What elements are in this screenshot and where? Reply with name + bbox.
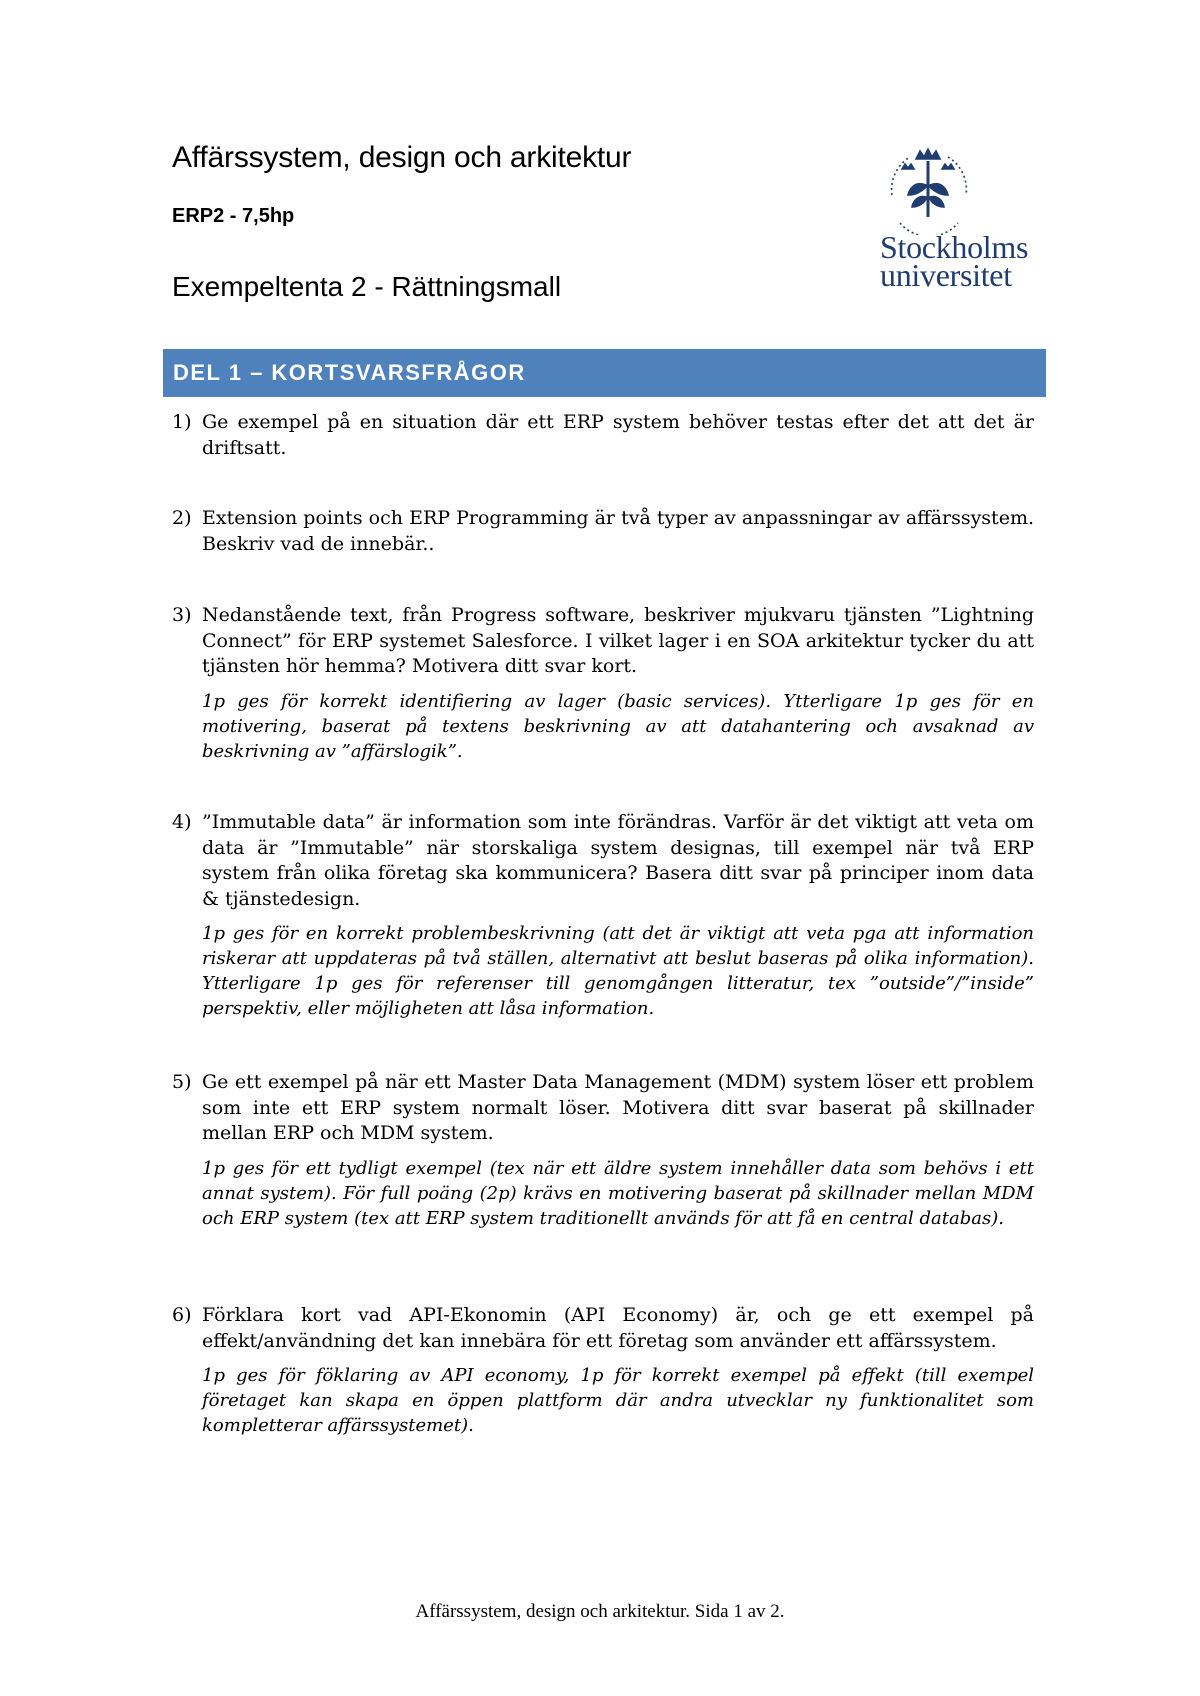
stockholm-university-logo [880,145,1050,295]
question-text: Ge exempel på en situation där ett ERP system behöver testas efter det att det är driftsatt. [202,411,1034,459]
logo-line-1: Stockholms [880,229,1029,265]
section-header [163,349,1046,397]
course-code: ERP2 - 7,5hp [172,205,295,227]
course-title: Affärssystem, design och arkitektur [172,141,632,174]
question-number: 5) [172,1071,192,1093]
question-4 [172,810,1034,1021]
logo-line-2: universitet [880,257,1012,293]
grading-note: 1p ges för föklaring av API economy, 1p för korrekt exempel på effekt (till exempel företaget kan skapa en öppen plattform där andra utvecklar ny funktionalitet som kompletterar affärssystemet). [202,1365,1034,1436]
grading-note: 1p ges för ett tydligt exempel (tex när ett äldre system innehåller data som behövs i ett annat system). För full poäng (2p) krävs en motivering baserat på skillnader mellan MDM och ERP system (tex att ERP system traditionellt används för att få en central databas). [202,1157,1034,1229]
university-seal-icon [880,145,980,235]
page-footer: Affärssystem, design och arkitektur. Sida 1 av 2. [415,1601,785,1622]
question-number: 1) [172,411,192,433]
question-3 [172,603,1034,764]
question-2 [172,506,1034,557]
exam-title: Exempeltenta 2 - Rättningsmall [172,271,562,302]
question-number: 4) [172,811,192,833]
question-number: 6) [172,1304,192,1326]
question-number: 3) [172,604,192,626]
question-6 [172,1303,1034,1438]
question-number: 2) [172,507,192,529]
question-text: Förklara kort vad API-Ekonomin (API Economy) är, och ge ett exempel på effekt/användning det kan innebära för ett företag som använder ett affärssystem. [202,1304,1034,1352]
question-text: Ge ett exempel på när ett Master Data Management (MDM) system löser ett problem som inte ett ERP system normalt löser. Motivera ditt svar baserat på skillnader mellan ERP och MDM system. [202,1071,1034,1144]
question-text: Extension points och ERP Programming är två typer av anpassningar av affärssystem. Beskriv vad de innebär.. [202,507,1034,555]
grading-note: 1p ges för korrekt identifiering av lager (basic services). Ytterligare 1p ges för en motivering, baserat på textens beskrivning av att datahantering och avsaknad av beskrivning av ”affärslogik”. [202,690,1034,762]
grading-note: 1p ges för en korrekt problembeskrivning (att det är viktigt att veta pga att information riskerar att uppdateras på två ställen, alternativt att beslut baseras på olika information). Ytterligare 1p ges för referenser till genomgången litteratur, tex ”outside”/”inside” perspektiv, eller möjligheten att låsa information. [202,923,1034,1019]
question-1 [172,410,1034,461]
logo-wordmark [880,229,1029,293]
question-5 [172,1070,1034,1231]
section-title: DEL 1 – KORTSVARSFRÅGOR [173,360,526,385]
question-text: ”Immutable data” är information som inte förändras. Varför är det viktigt att veta om data är ”Immutable” när storskaliga system designas, till exempel när två ERP system från olika företag ska kommunicera? Basera ditt svar på principer inom data & tjänstedesign. [202,811,1034,910]
question-text: Nedanstående text, från Progress software, beskriver mjukvaru tjänsten ”Lightning Connect” för ERP systemet Salesforce. I vilket lager i en SOA arkitektur tycker du att tjänsten hör hemma? Motivera ditt svar kort. [202,604,1034,677]
